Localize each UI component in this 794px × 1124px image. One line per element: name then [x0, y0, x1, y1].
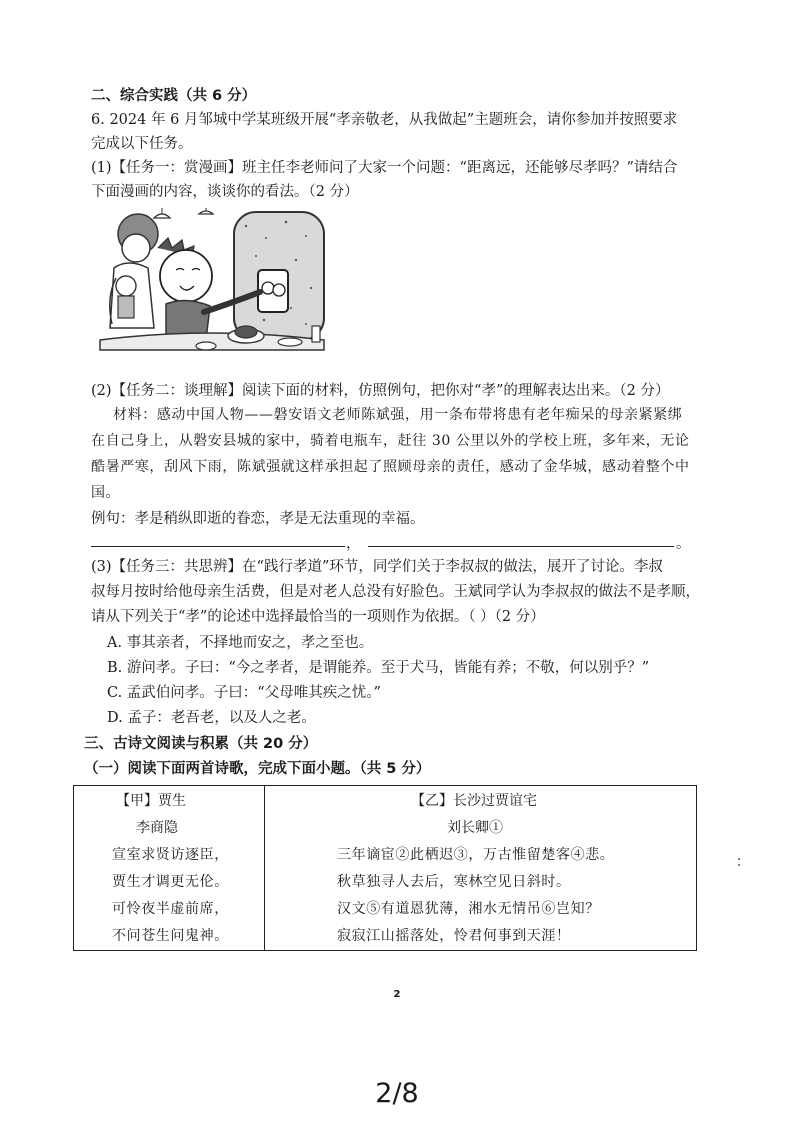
poem-a-author: 李商隐 — [136, 820, 178, 836]
option-d: D. 孟子：老吾老，以及人之老。 — [107, 710, 316, 726]
poem-b-line-2: 秋草独寻人去后，寒林空见日斜时。 — [337, 874, 571, 890]
blank-period: 。 — [676, 536, 691, 552]
option-b: B. 游问孝。子曰：“今之孝者，是谓能养。至于犬马，皆能有养；不敬，何以别乎？” — [107, 660, 650, 676]
poem-a-line-1: 宣室求贤访逐臣， — [112, 847, 229, 863]
task-1-line-2: 下面漫画的内容，谈谈你的看法。（2 分） — [91, 184, 359, 200]
scan-speck — [738, 858, 740, 860]
poem-b-line-4: 寂寂江山摇落处，怜君何事到天涯！ — [337, 928, 571, 944]
poem-table — [73, 785, 697, 951]
scan-speck — [738, 864, 740, 866]
answer-blank-2[interactable] — [368, 546, 674, 547]
section-heading-practice: 二、综合实践（共 6 分） — [91, 88, 257, 104]
question-6-line-1: 6. 2024 年 6 月邹城中学某班级开展“孝亲敬老，从我做起”主题班会，请你参加并按照要求 — [91, 112, 678, 128]
poem-a-cell — [74, 786, 265, 951]
page-number: 2 — [393, 989, 401, 1000]
material-line-2: 在自己身上，从磐安县城的家中，骑着电瓶车，赶往 30 公里以外的学校上班，多年来，无论 — [91, 433, 690, 449]
poem-b-line-3: 汉文⑤有道恩犹薄，湘水无情吊⑥岂知？ — [337, 901, 600, 917]
task-3-line-3: 请从下列关于“孝”的论述中选择最恰当的一项则作为依据。（ ）（2 分） — [91, 609, 545, 625]
task-3-line-2: 叔每月按时给他母亲生活费，但是对老人总没有好脸色。王斌同学认为李叔叔的做法不是孝顺， — [91, 584, 700, 600]
poem-b-title: 【乙】长沙过贾谊宅 — [411, 793, 537, 809]
poem-b-cell — [265, 786, 697, 951]
example-sentence: 例句：孝是稍纵即逝的眷恋，孝是无法重现的幸福。 — [91, 511, 425, 527]
answer-blank-1[interactable] — [91, 546, 345, 547]
subsection-heading-poems: （一）阅读下面两首诗歌，完成下面小题。（共 5 分） — [84, 761, 431, 777]
task-1-line-1: (1)【任务一：赏漫画】班主任李老师问了大家一个问题：“距离远，还能够尽孝吗？”请结合 — [91, 160, 678, 176]
material-line-3: 酷暑严寒，刮风下雨，陈斌强就这样承担起了照顾母亲的责任，感动了金华城，感动着整个中 — [91, 459, 690, 475]
poem-b-author: 刘长卿① — [447, 820, 503, 836]
blank-comma: ， — [346, 536, 361, 552]
task-3-line-1: (3)【任务三：共思辨】在“践行孝道”环节，同学们关于李叔叔的做法，展开了讨论。李叔 — [91, 559, 663, 575]
option-c: C. 孟武伯问孝。子曰：“父母唯其疾之忧。” — [107, 685, 381, 701]
question-6-line-2: 完成以下任务。 — [91, 136, 193, 152]
poem-a-line-2: 贾生才调更无伦。 — [112, 874, 229, 890]
poem-a-title: 【甲】贾生 — [116, 793, 186, 809]
page-counter: 2/8 — [375, 1078, 419, 1109]
material-line-4: 国。 — [91, 485, 121, 501]
poem-b-line-1: 三年谪宦②此栖迟③，万古惟留楚客④悲。 — [337, 847, 615, 863]
section-heading-poetry: 三、古诗文阅读与积累（共 20 分） — [84, 736, 318, 752]
poem-a-line-4: 不问苍生问鬼神。 — [112, 928, 229, 944]
comic-illustration — [96, 208, 328, 356]
poem-a-line-3: 可怜夜半虚前席， — [112, 901, 229, 917]
material-line-1: 材料：感动中国人物——磐安语文老师陈斌强，用一条布带将患有老年痴呆的母亲紧紧绑 — [113, 407, 683, 423]
option-a: A. 事其亲者，不择地而安之，孝之至也。 — [107, 635, 374, 651]
task-2-line-1: (2)【任务二：谈理解】阅读下面的材料，仿照例句，把你对“孝”的理解表达出来。（2 分） — [91, 383, 670, 399]
